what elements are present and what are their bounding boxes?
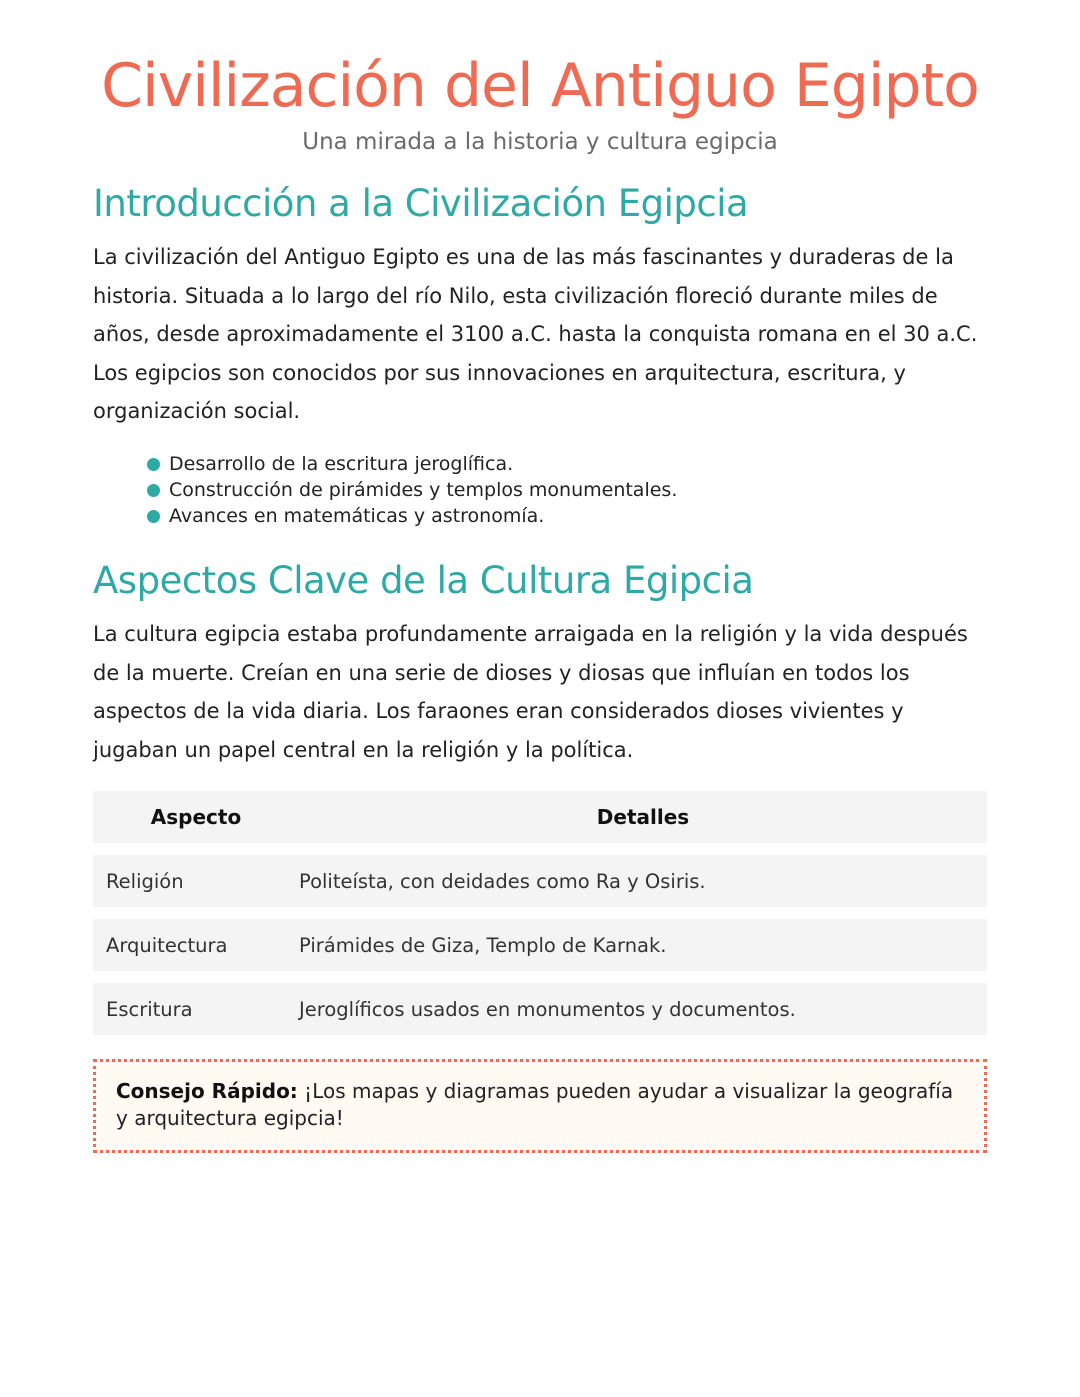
list-item: [147, 451, 987, 477]
table-cell-aspect: Escritura: [93, 983, 299, 1035]
table-cell-aspect: Religión: [93, 855, 299, 907]
aspects-table-wrapper: [93, 779, 987, 1047]
aspects-paragraph: La cultura egipcia estaba profundamente arraigada en la religión y la vida después de la muerte. Creían en una serie de dioses y diosas que influían en todos los aspectos de la vida diaria. Los faraones eran considerados dioses vivientes y jugaban un papel central en la religión y la política.: [93, 621, 968, 762]
table-cell-aspect: Arquitectura: [93, 919, 299, 971]
aspects-heading: Aspectos Clave de la Cultura Egipcia: [93, 558, 754, 602]
bullet-dot-icon: [147, 484, 160, 497]
bullet-dot-icon: [147, 458, 160, 471]
table-cell-details: Pirámides de Giza, Templo de Karnak.: [299, 919, 987, 971]
page-title: Civilización del Antiguo Egipto: [101, 51, 979, 121]
table-header-row: [93, 791, 987, 843]
table-row: [93, 919, 987, 971]
list-item-text: Construcción de pirámides y templos monumentales.: [169, 478, 678, 501]
tip-text: ¡Los mapas y diagramas pueden ayudar a visualizar la geografía y arquitectura egipcia!: [116, 1079, 954, 1131]
bullet-dot-icon: [147, 510, 160, 523]
page-subtitle: Una mirada a la historia y cultura egipcia: [302, 129, 778, 155]
intro-bullet-list: [93, 451, 987, 529]
list-item-text: Avances en matemáticas y astronomía.: [169, 504, 545, 527]
list-item: [147, 477, 987, 503]
intro-heading: Introducción a la Civilización Egipcia: [93, 182, 749, 225]
table-row: [93, 855, 987, 907]
table-row: [93, 983, 987, 1035]
list-item-text: Desarrollo de la escritura jeroglífica.: [169, 452, 514, 475]
tip-label: Consejo Rápido:: [116, 1079, 298, 1104]
table-cell-details: Jeroglíficos usados en monumentos y documentos.: [299, 983, 987, 1035]
aspects-table: [93, 779, 987, 1047]
table-header-aspect: Aspecto: [93, 791, 299, 843]
table-header-details: Detalles: [299, 791, 987, 843]
intro-paragraph: La civilización del Antiguo Egipto es una de las más fascinantes y duraderas de la historia. Situada a lo largo del río Nilo, esta civilización floreció durante miles de años, desde aproximadamente el 3100 a.C. hasta la conquista romana en el 30 a.C. Los egipcios son conocidos por sus innovaciones en arquitectura, escritura, y organización social.: [93, 245, 978, 424]
table-cell-details: Politeísta, con deidades como Ra y Osiris.: [299, 855, 987, 907]
list-item: [147, 503, 987, 529]
quick-tip-box: [93, 1059, 987, 1153]
